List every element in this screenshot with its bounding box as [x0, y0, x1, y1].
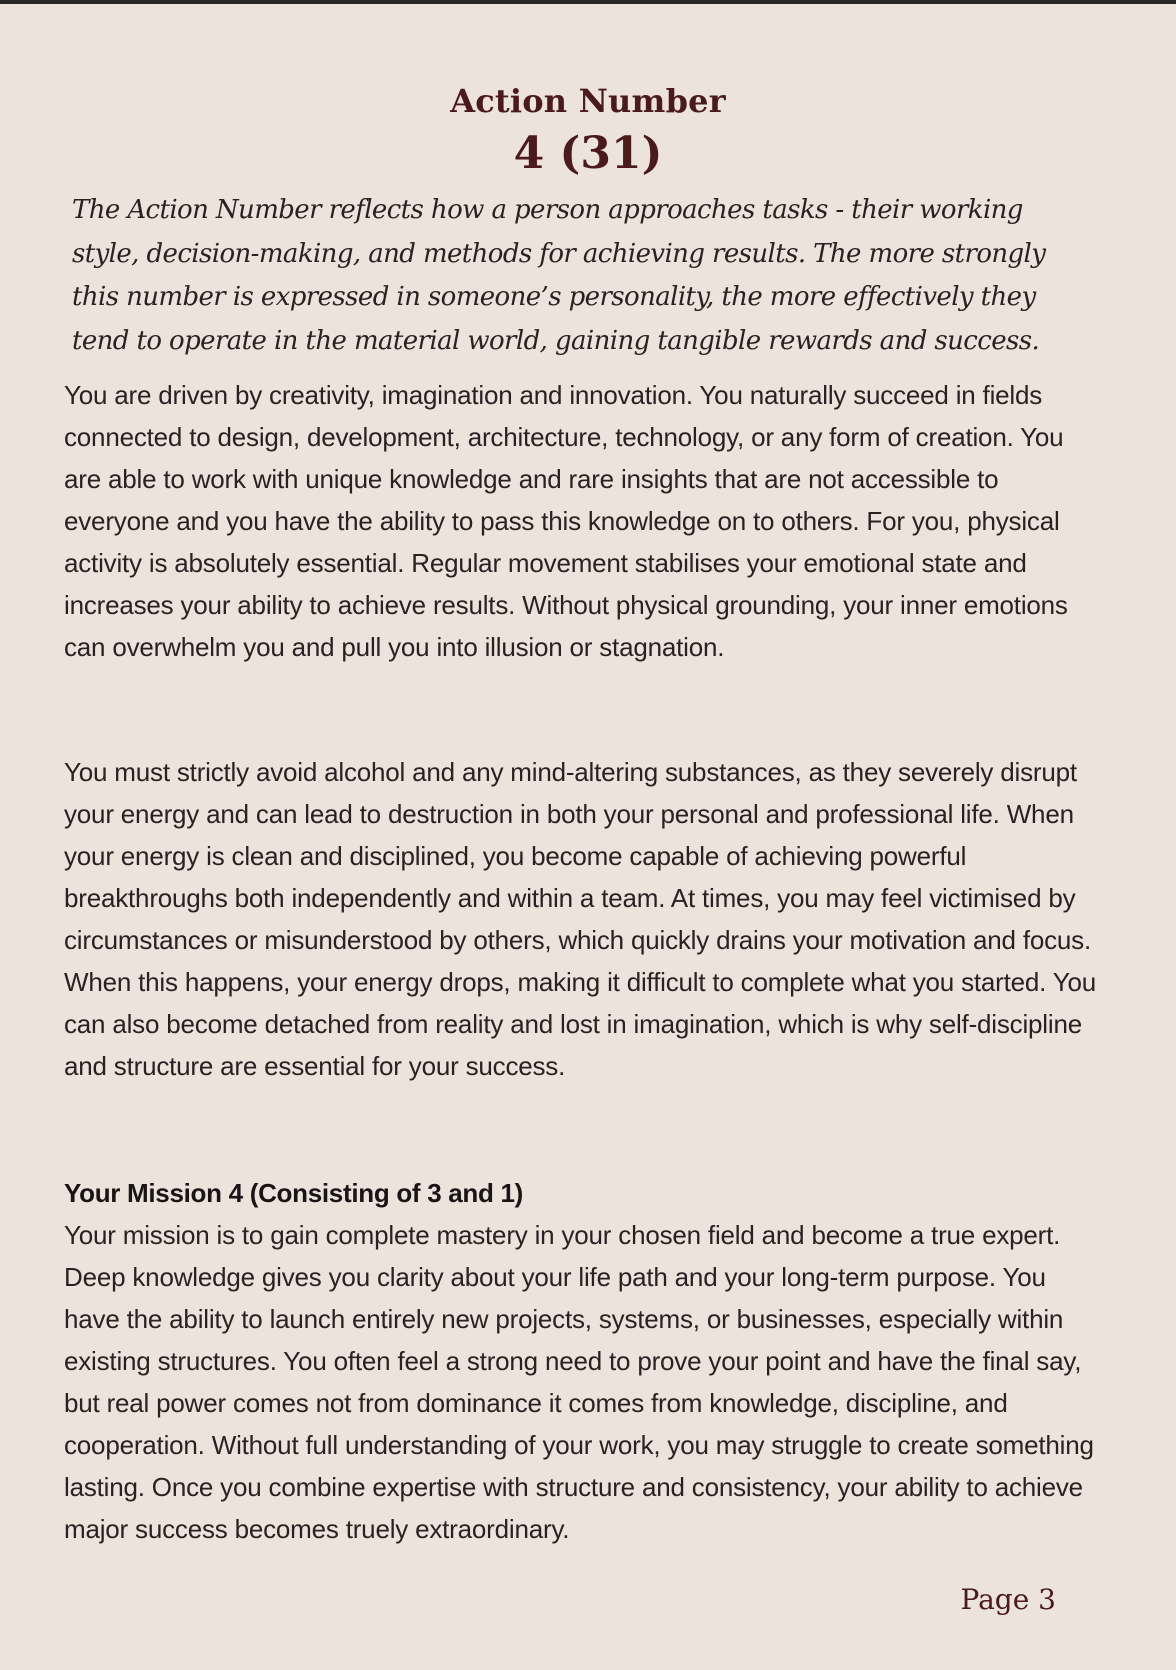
- action-number-value: 4 (31): [513, 128, 663, 179]
- intro-paragraph: The Action Number reflects how a person approaches tasks - their working style, decision-making, and methods for achieving results. The more strongly this number is expressed in someone’s personality, the more effectively they tend to operate in the material world, gaining tangible rewards and success.: [72, 195, 1046, 356]
- page-number: Page 3: [960, 1583, 1056, 1616]
- mission-heading: Your Mission 4 (Consisting of 3 and 1): [64, 1178, 524, 1208]
- body-paragraph-1: You are driven by creativity, imagination and innovation. You naturally succeed in fields connected to design, development, architecture, technology, or any form of creation. You are able to work with unique knowledge and rare insights that are not accessible to everyone and you have the ability to pass this knowledge on to others. For you, physical activity is absolutely essential. Regular movement stabilises your emotional state and increases your ability to achieve results. Without physical grounding, your inner emotions can overwhelm you and pull you into illusion or stagnation.: [64, 380, 1068, 662]
- body-paragraph-2: You must strictly avoid alcohol and any mind-altering substances, as they severely disrupt your energy and can lead to destruction in both your personal and professional life. When your energy is clean and disciplined, you become capable of achieving powerful breakthroughs both independently and within a team. At times, you may feel victimised by circumstances or misunderstood by others, which quickly drains your motivation and focus. When this happens, your energy drops, making it difficult to complete what you started. You can also become detached from reality and lost in imagination, which is why self-discipline and structure are essential for your success.: [64, 757, 1097, 1081]
- mission-paragraph: Your mission is to gain complete mastery in your chosen field and become a true expert. Deep knowledge gives you clarity about your life path and your long-term purpose. You have the ability to launch entirely new projects, systems, or businesses, especially within existing structures. You often feel a strong need to prove your point and have the final say, but real power comes not from dominance it comes from knowledge, discipline, and cooperation. Without full understanding of your work, you may struggle to create something lasting. Once you combine expertise with structure and consistency, your ability to achieve major success becomes truely extraordinary.: [64, 1220, 1094, 1544]
- top-border: [0, 0, 1176, 4]
- page-title: Action Number: [450, 82, 726, 120]
